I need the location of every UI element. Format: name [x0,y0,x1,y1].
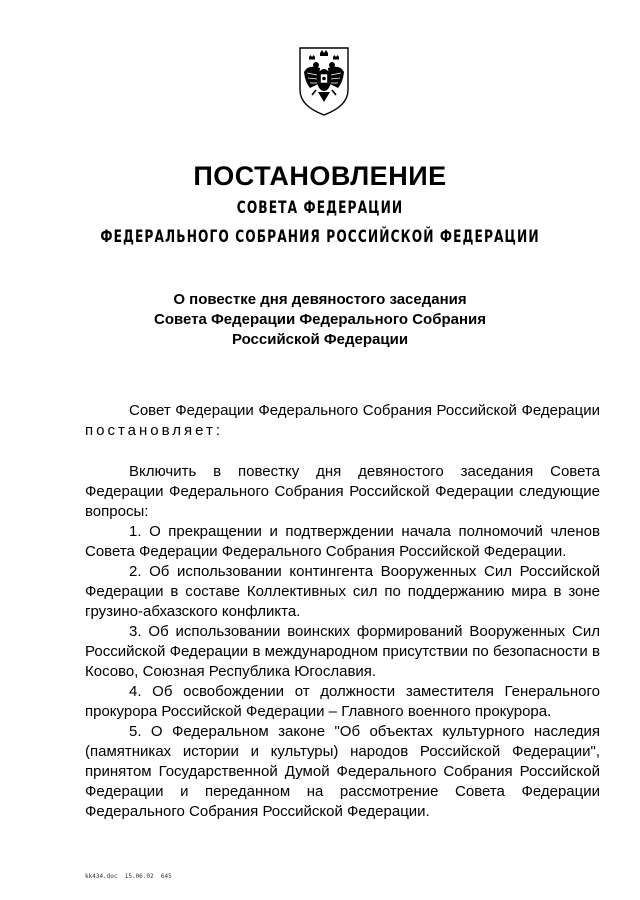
document-subtitle-line1: СОВЕТА ФЕДЕРАЦИИ [236,198,404,218]
heading-line: О повестке дня девяностого заседания [173,291,467,308]
list-item: 1. О прекращении и подтверждении начала полномочий членов Совета Федерации Федерального Собрания Российской Федерации. [85,523,600,560]
coat-of-arms-emblem [296,44,352,118]
resolution-body [85,462,600,822]
intro-paragraph: Включить в повестку дня девяностого заседания Совета Федерации Федерального Собрания Российской Федерации следующие вопросы: [85,463,600,520]
preamble-paragraph [85,401,600,441]
heading-line: Российской Федерации [231,331,409,348]
file-reference-footer: kk434.doc 15.06.02 645 [85,873,172,880]
document-heading [0,290,640,350]
heading-line: Совета Федерации Федерального Собрания [153,311,487,328]
list-item: 5. О Федеральном законе "Об объектах культурного наследия (памятниках истории и культуры) народов Российской Федерации", принятом Государственной Думой Федерального Собрания Российской Федерации и переданном на рассмотрение Совета Федерации Федерального Собрания Российской Федерации. [85,723,600,820]
document-subtitle-line2: ФЕДЕРАЛЬНОГО СОБРАНИЯ РОССИЙСКОЙ ФЕДЕРАЦИИ [100,227,540,247]
list-item: 3. Об использовании воинских формирований Вооруженных Сил Российской Федерации в международном присутствии по безопасности в Косово, Союзная Республика Югославия. [85,623,600,680]
preamble-verb: постановляет: [85,422,224,439]
preamble-text: Совет Федерации Федерального Собрания Российской Федерации [129,402,600,419]
document-title: ПОСТАНОВЛЕНИЕ [193,161,447,191]
list-item: 2. Об использовании контингента Вооруженных Сил Российской Федерации в составе Коллективных сил по поддержанию мира в зоне грузино-абхазского конфликта. [85,563,600,620]
list-item: 4. Об освобождении от должности заместителя Генерального прокурора Российской Федерации – Главного военного прокурора. [85,683,600,720]
